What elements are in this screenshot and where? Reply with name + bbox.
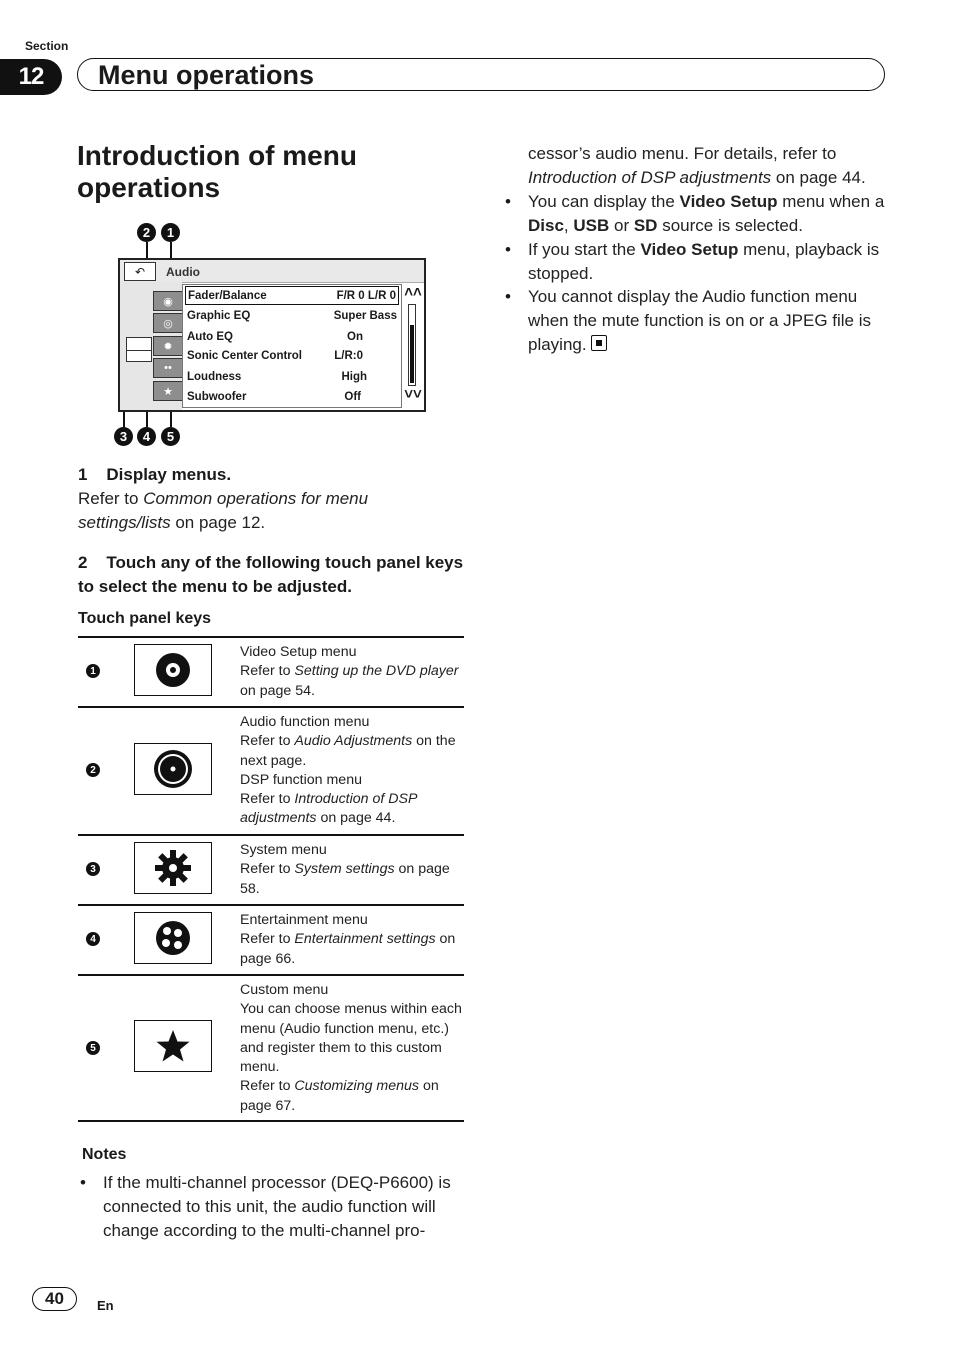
notes-heading: Notes [82,1146,127,1163]
list-item[interactable] [185,367,399,386]
menu-reference: Refer to Audio Adjustments on the next page. [240,733,456,769]
step-2-title [78,551,466,599]
key-description [240,911,462,969]
bullet: • [505,240,511,259]
key-number: 4 [86,932,100,946]
language-label: En [97,1298,114,1313]
step-text: Display menus. [106,465,232,484]
audio-settings-list [182,284,402,408]
key-number: 2 [86,763,100,777]
menu-reference: Refer to Entertainment settings on page 66. [240,931,456,967]
key-description [240,643,462,701]
menu-name: DSP function menu [240,771,362,788]
table-rule [78,706,464,708]
scroll-track[interactable] [408,304,416,386]
touch-panel-keys-heading: Touch panel keys [78,610,212,627]
step-1-reference: Common operations for menu settings/lists [78,489,369,532]
screen-topbar [120,260,424,283]
step-1-text: Refer to [78,489,144,508]
key-description [240,713,462,829]
note-1: If the multi-channel processor (DEQ-P6600) is connected to this unit, the audio function will change according to the multi-channel pro- [103,1173,451,1240]
section-label: Section [25,39,69,53]
menu-name: Entertainment menu [240,912,368,928]
callout-1: 1 [161,223,180,242]
step-number: 2 [78,553,88,572]
gear-icon[interactable]: ✹ [153,336,183,356]
list-item-label: Auto EQ [187,330,233,343]
table-rule [78,636,464,638]
bullet: • [80,1173,86,1192]
bullet: • [505,192,511,211]
page-number: 40 [32,1287,77,1311]
step-1-body [78,487,438,535]
list-item-value: On [347,330,363,343]
screen-title: Audio [166,265,200,279]
disc-icon [134,644,212,696]
list-item[interactable] [185,327,399,346]
key-number: 3 [86,862,100,876]
scroll-down-icon[interactable]: ˅˅ [404,386,422,403]
list-item-value: Super Bass [333,309,397,322]
menu-reference: Refer to System settings on page 58. [240,861,450,897]
page-heading: Introduction of menu operations [77,140,357,203]
menu-detail: You can choose menus within each menu (Audio function menu, etc.) and register them to this custom menu. [240,1001,462,1076]
menu-reference: Refer to Customizing menus on page 67. [240,1078,439,1114]
note-4: You cannot display the Audio function menu when the mute function is on or a JPEG file is playing. [528,287,872,354]
table-rule [78,834,464,836]
list-item-value: High [341,370,367,383]
scrollbar[interactable] [404,284,422,408]
note-2: You can display the Video Setup menu when a Disc, USB or SD source is selected. [528,192,885,235]
menu-name: System menu [240,842,327,858]
list-item-label: Graphic EQ [187,309,251,322]
list-item-value: F/R 0 L/R 0 [336,289,396,302]
disc-icon[interactable]: ◉ [153,291,183,311]
table-rule [78,974,464,976]
callout-2: 2 [137,223,156,242]
list-item-value: L/R:0 [334,349,363,362]
list-item[interactable] [185,387,399,406]
source-tab-icon [126,350,152,362]
back-arrow-icon[interactable]: ↶ [124,262,156,281]
key-description [240,981,462,1116]
section-number: 12 [0,59,62,95]
end-mark-icon [591,335,607,351]
list-item[interactable] [185,346,399,365]
star-icon[interactable]: ★ [153,381,183,401]
table-rule [78,904,464,906]
list-item-label: Loudness [187,370,242,383]
menu-name: Video Setup menu [240,644,357,660]
screen-menu-column [120,282,182,410]
note-3: If you start the Video Setup menu, playback is stopped. [528,240,880,283]
step-number: 1 [78,465,88,484]
callout-4: 4 [137,427,156,446]
list-item-label: Fader/Balance [188,289,267,302]
bullet: • [505,287,511,306]
entertainment-icon[interactable]: •• [153,358,183,378]
menu-name: Audio function menu [240,714,370,730]
step-text: Touch any of the following touch panel keys to select the menu to be adjusted. [78,553,464,596]
key-number: 5 [86,1041,100,1055]
step-1-page: on page 12. [170,513,266,532]
list-item-value: Off [344,390,361,403]
menu-reference: Refer to Setting up the DVD player on page 54. [240,663,459,699]
list-item-label: Sonic Center Control [187,349,303,362]
menu-name: Custom menu [240,982,329,998]
list-item[interactable] [185,306,399,325]
scroll-up-icon[interactable]: ˄˄ [404,284,422,301]
star-icon [134,1020,212,1072]
list-item[interactable] [185,286,399,305]
menu-reference: Refer to Introduction of DSP adjustments on page 44. [240,791,417,827]
key-number: 1 [86,664,100,678]
callout-3: 3 [114,427,133,446]
audio-menu-screen [118,258,426,412]
note-1-continued: cessor’s audio menu. For details, refer to Introduction of DSP adjustments on page 44. [528,144,866,187]
speaker-icon [134,743,212,795]
callout-5: 5 [161,427,180,446]
key-description [240,841,462,899]
scroll-thumb[interactable] [410,325,414,383]
list-item-label: Subwoofer [187,390,247,403]
step-1-title [78,463,231,487]
table-rule [78,1120,464,1122]
section-title: Menu operations [98,60,315,90]
speaker-icon[interactable]: ◎ [153,313,183,333]
gear-icon [134,842,212,894]
entertainment-icon [134,912,212,964]
